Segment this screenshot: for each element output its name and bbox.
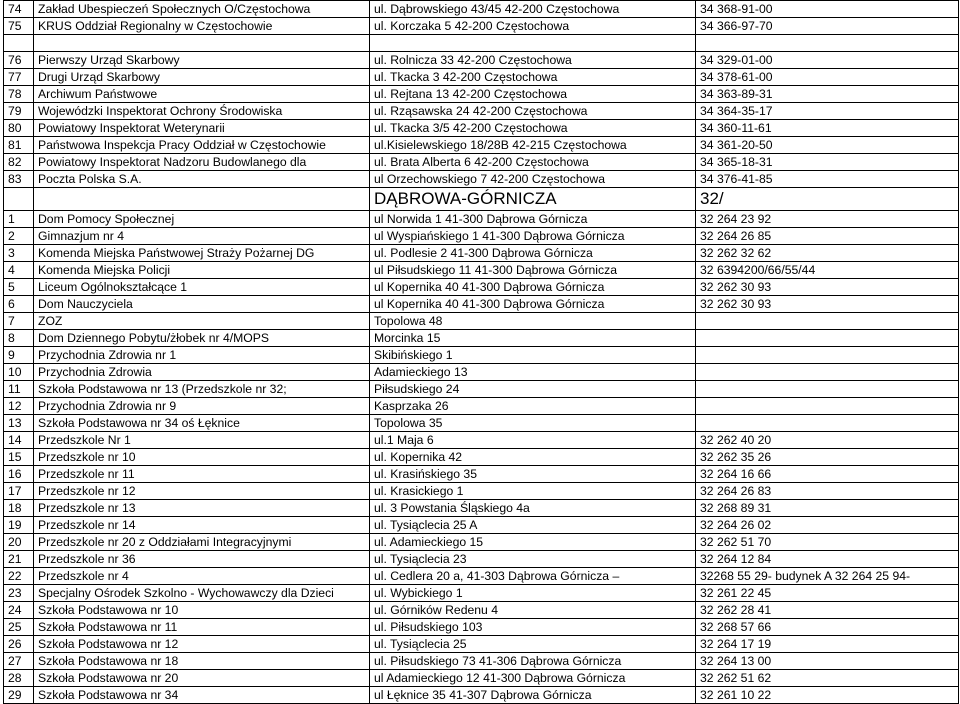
row-number: 81	[4, 137, 34, 154]
row-number: 74	[4, 1, 34, 18]
phone-number	[696, 415, 959, 432]
institution-name: Pierwszy Urząd Skarbowy	[34, 52, 370, 69]
table-row	[4, 313, 959, 330]
row-number: 28	[4, 670, 34, 687]
row-number: 26	[4, 636, 34, 653]
address: ul. Tkacka 3 42-200 Częstochowa	[370, 69, 696, 86]
address: ul. Piłsudskiego 103	[370, 619, 696, 636]
spacer-row	[4, 35, 959, 52]
institution-name: Dom Pomocy Społecznej	[34, 211, 370, 228]
phone-number: 32 262 51 70	[696, 534, 959, 551]
table-row	[4, 551, 959, 568]
table-row	[4, 171, 959, 188]
phone-number: 34 368-91-00	[696, 1, 959, 18]
section-title: DĄBROWA-GÓRNICZA	[370, 188, 696, 211]
empty-cell	[4, 188, 34, 211]
address: ul. Tysiąclecia 25	[370, 636, 696, 653]
address: ul. Tysiąclecia 23	[370, 551, 696, 568]
table-row	[4, 534, 959, 551]
address: ul Piłsudskiego 11 41-300 Dąbrowa Górnicza	[370, 262, 696, 279]
phone-number: 32 264 26 02	[696, 517, 959, 534]
address: ul.1 Maja 6	[370, 432, 696, 449]
address: ul. Piłsudskiego 73 41-306 Dąbrowa Górnicza	[370, 653, 696, 670]
address: ul Kopernika 40 41-300 Dąbrowa Górnicza	[370, 296, 696, 313]
phone-number	[696, 330, 959, 347]
address: ul. Tysiąclecia 25 A	[370, 517, 696, 534]
phone-number: 32 264 12 84	[696, 551, 959, 568]
institution-name: Specjalny Ośrodek Szkolno - Wychowawczy dla Dzieci	[34, 585, 370, 602]
phone-number: 34 329-01-00	[696, 52, 959, 69]
table-row	[4, 120, 959, 137]
phone-number: 32 264 17 19	[696, 636, 959, 653]
row-number: 22	[4, 568, 34, 585]
row-number: 23	[4, 585, 34, 602]
row-number: 17	[4, 483, 34, 500]
phone-number: 32 262 30 93	[696, 279, 959, 296]
phone-number: 32 262 40 20	[696, 432, 959, 449]
table-row	[4, 364, 959, 381]
address: ul. Rejtana 13 42-200 Częstochowa	[370, 86, 696, 103]
table-row	[4, 500, 959, 517]
row-number: 7	[4, 313, 34, 330]
institution-name: Przedszkole nr 12	[34, 483, 370, 500]
address: Topolowa 35	[370, 415, 696, 432]
row-number: 82	[4, 154, 34, 171]
row-number: 78	[4, 86, 34, 103]
institution-name: Powiatowy Inspektorat Nadzoru Budowlanego dla	[34, 154, 370, 171]
row-number: 4	[4, 262, 34, 279]
institution-name: Drugi Urząd Skarbowy	[34, 69, 370, 86]
row-number: 1	[4, 211, 34, 228]
row-number: 21	[4, 551, 34, 568]
table-row	[4, 602, 959, 619]
address: Kasprzaka 26	[370, 398, 696, 415]
institution-name: Przedszkole Nr 1	[34, 432, 370, 449]
institution-name: Państwowa Inspekcja Pracy Oddział w Częstochowie	[34, 137, 370, 154]
phone-number: 34 360-11-61	[696, 120, 959, 137]
phone-number: 32 261 22 45	[696, 585, 959, 602]
phone-number: 34 361-20-50	[696, 137, 959, 154]
phone-number: 32 264 26 85	[696, 228, 959, 245]
section-header-row	[4, 188, 959, 211]
address: ul. Cedlera 20 a, 41-303 Dąbrowa Górnicza –	[370, 568, 696, 585]
address: ul Łęknice 35 41-307 Dąbrowa Górnicza	[370, 687, 696, 704]
institution-name: Archiwum Państwowe	[34, 86, 370, 103]
institution-name: Komenda Miejska Państwowej Straży Pożarnej DG	[34, 245, 370, 262]
table-row	[4, 432, 959, 449]
table-row	[4, 137, 959, 154]
phone-number: 32 6394200/66/55/44	[696, 262, 959, 279]
table-row	[4, 381, 959, 398]
institution-name: Dom Nauczyciela	[34, 296, 370, 313]
row-number: 80	[4, 120, 34, 137]
institution-name: Poczta Polska S.A.	[34, 171, 370, 188]
institution-name: Przedszkole nr 36	[34, 551, 370, 568]
institution-name: Przychodnia Zdrowia nr 1	[34, 347, 370, 364]
address: ul Adamieckiego 12 41-300 Dąbrowa Górnicza	[370, 670, 696, 687]
row-number: 19	[4, 517, 34, 534]
address: Topolowa 48	[370, 313, 696, 330]
empty-cell	[4, 35, 34, 52]
address: ul. Brata Alberta 6 42-200 Częstochowa	[370, 154, 696, 171]
empty-cell	[370, 35, 696, 52]
phone-number: 32268 55 29- budynek A 32 264 25 94-	[696, 568, 959, 585]
table-row	[4, 228, 959, 245]
row-number: 10	[4, 364, 34, 381]
row-number: 14	[4, 432, 34, 449]
table-row	[4, 18, 959, 35]
phone-number: 32 261 10 22	[696, 687, 959, 704]
address: ul. Rząsawska 24 42-200 Częstochowa	[370, 103, 696, 120]
institution-name: Przedszkole nr 11	[34, 466, 370, 483]
row-number: 76	[4, 52, 34, 69]
table-row	[4, 211, 959, 228]
row-number: 13	[4, 415, 34, 432]
row-number: 20	[4, 534, 34, 551]
table-row	[4, 103, 959, 120]
phone-number: 32 262 30 93	[696, 296, 959, 313]
institution-name: Szkoła Podstawowa nr 20	[34, 670, 370, 687]
institution-name: Przychodnia Zdrowia nr 9	[34, 398, 370, 415]
address: ul. Kopernika 42	[370, 449, 696, 466]
phone-number: 34 366-97-70	[696, 18, 959, 35]
institution-name: Gimnazjum nr 4	[34, 228, 370, 245]
address: ul. Rolnicza 33 42-200 Częstochowa	[370, 52, 696, 69]
table-row	[4, 296, 959, 313]
table-row	[4, 398, 959, 415]
table-row	[4, 449, 959, 466]
institution-name: Szkoła Podstawowa nr 34 oś Łęknice	[34, 415, 370, 432]
table-row	[4, 52, 959, 69]
table-row	[4, 154, 959, 171]
table-row	[4, 245, 959, 262]
institution-name: Szkoła Podstawowa nr 13 (Przedszkole nr 32;	[34, 381, 370, 398]
phone-number: 32 264 26 83	[696, 483, 959, 500]
row-number: 18	[4, 500, 34, 517]
institution-name: Szkoła Podstawowa nr 10	[34, 602, 370, 619]
table-row	[4, 415, 959, 432]
row-number: 11	[4, 381, 34, 398]
address: ul. Dąbrowskiego 43/45 42-200 Częstochowa	[370, 1, 696, 18]
phone-number: 32 264 16 66	[696, 466, 959, 483]
institution-name: Szkoła Podstawowa nr 18	[34, 653, 370, 670]
table-row	[4, 347, 959, 364]
table-row	[4, 653, 959, 670]
table-row	[4, 330, 959, 347]
table-row	[4, 279, 959, 296]
phone-number: 32 268 89 31	[696, 500, 959, 517]
address: ul Kopernika 40 41-300 Dąbrowa Górnicza	[370, 279, 696, 296]
table-row	[4, 1, 959, 18]
institution-name: ZOZ	[34, 313, 370, 330]
address: ul Norwida 1 41-300 Dąbrowa Górnicza	[370, 211, 696, 228]
row-number: 83	[4, 171, 34, 188]
phone-number: 32 268 57 66	[696, 619, 959, 636]
row-number: 24	[4, 602, 34, 619]
table-row	[4, 517, 959, 534]
row-number: 2	[4, 228, 34, 245]
address: ul. Korczaka 5 42-200 Częstochowa	[370, 18, 696, 35]
phone-number: 32 262 35 26	[696, 449, 959, 466]
institution-name: Przedszkole nr 14	[34, 517, 370, 534]
row-number: 5	[4, 279, 34, 296]
table-row	[4, 466, 959, 483]
institution-name: Szkoła Podstawowa nr 12	[34, 636, 370, 653]
address: ul. Podlesie 2 41-300 Dąbrowa Górnicza	[370, 245, 696, 262]
institution-name: Komenda Miejska Policji	[34, 262, 370, 279]
directory-table	[3, 0, 959, 704]
phone-number: 32 264 23 92	[696, 211, 959, 228]
phone-number	[696, 398, 959, 415]
address: ul. 3 Powstania Śląskiego 4a	[370, 500, 696, 517]
address: Piłsudskiego 24	[370, 381, 696, 398]
phone-number: 34 365-18-31	[696, 154, 959, 171]
row-number: 75	[4, 18, 34, 35]
address: ul Wyspiańskiego 1 41-300 Dąbrowa Górnicza	[370, 228, 696, 245]
table-row	[4, 262, 959, 279]
address: ul Orzechowskiego 7 42-200 Częstochowa	[370, 171, 696, 188]
row-number: 6	[4, 296, 34, 313]
address: ul. Tkacka 3/5 42-200 Częstochowa	[370, 120, 696, 137]
address: Skibińskiego 1	[370, 347, 696, 364]
institution-name: Liceum Ogólnokształcące 1	[34, 279, 370, 296]
institution-name: Powiatowy Inspektorat Weterynarii	[34, 120, 370, 137]
phone-number: 34 378-61-00	[696, 69, 959, 86]
row-number: 25	[4, 619, 34, 636]
phone-number	[696, 347, 959, 364]
address: ul. Adamieckiego 15	[370, 534, 696, 551]
empty-cell	[696, 35, 959, 52]
institution-name: Szkoła Podstawowa nr 34	[34, 687, 370, 704]
institution-name: KRUS Oddział Regionalny w Częstochowie	[34, 18, 370, 35]
row-number: 77	[4, 69, 34, 86]
table-row	[4, 568, 959, 585]
table-row	[4, 619, 959, 636]
table-row	[4, 585, 959, 602]
row-number: 9	[4, 347, 34, 364]
institution-name: Zakład Ubespieczeń Społecznych O/Częstochowa	[34, 1, 370, 18]
phone-number	[696, 381, 959, 398]
row-number: 8	[4, 330, 34, 347]
phone-number	[696, 364, 959, 381]
phone-number: 34 364-35-17	[696, 103, 959, 120]
empty-cell	[34, 35, 370, 52]
address: ul. Wybickiego 1	[370, 585, 696, 602]
address: Morcinka 15	[370, 330, 696, 347]
table-row	[4, 69, 959, 86]
row-number: 16	[4, 466, 34, 483]
phone-number: 34 363-89-31	[696, 86, 959, 103]
phone-number: 34 376-41-85	[696, 171, 959, 188]
row-number: 29	[4, 687, 34, 704]
table-row	[4, 670, 959, 687]
institution-name: Przedszkole nr 13	[34, 500, 370, 517]
institution-name: Przedszkole nr 4	[34, 568, 370, 585]
phone-number	[696, 313, 959, 330]
institution-name: Wojewódzki Inspektorat Ochrony Środowiska	[34, 103, 370, 120]
phone-number: 32 262 28 41	[696, 602, 959, 619]
address: Adamieckiego 13	[370, 364, 696, 381]
table-row	[4, 86, 959, 103]
institution-name: Szkoła Podstawowa nr 11	[34, 619, 370, 636]
institution-name: Przychodnia Zdrowia	[34, 364, 370, 381]
row-number: 15	[4, 449, 34, 466]
row-number: 12	[4, 398, 34, 415]
phone-number: 32 262 32 62	[696, 245, 959, 262]
table-row	[4, 483, 959, 500]
section-area-code: 32/	[696, 188, 959, 211]
phone-number: 32 262 51 62	[696, 670, 959, 687]
address: ul.Kisielewskiego 18/28B 42-215 Częstochowa	[370, 137, 696, 154]
table-row	[4, 636, 959, 653]
table-row	[4, 687, 959, 704]
address: ul. Górników Redenu 4	[370, 602, 696, 619]
row-number: 27	[4, 653, 34, 670]
institution-name: Dom Dziennego Pobytu/żłobek nr 4/MOPS	[34, 330, 370, 347]
address: ul. Krasińskiego 35	[370, 466, 696, 483]
institution-name: Przedszkole nr 10	[34, 449, 370, 466]
phone-number: 32 264 13 00	[696, 653, 959, 670]
row-number: 79	[4, 103, 34, 120]
empty-cell	[34, 188, 370, 211]
institution-name: Przedszkole nr 20 z Oddziałami Integracyjnymi	[34, 534, 370, 551]
row-number: 3	[4, 245, 34, 262]
address: ul. Krasickiego 1	[370, 483, 696, 500]
